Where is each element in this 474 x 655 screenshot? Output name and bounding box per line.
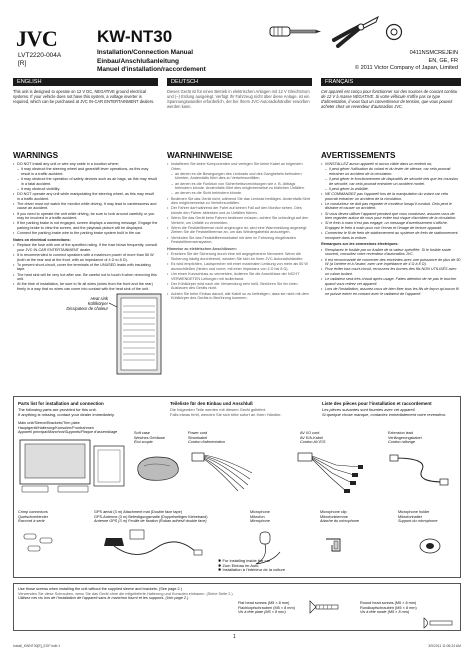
part-fr: Attache du microphone: [320, 519, 360, 524]
parts-title-en: Parts list for installation and connection: [18, 401, 104, 406]
callout-en: Heat sink: [90, 296, 108, 301]
soft-case-icon: [134, 452, 182, 486]
flat-screws-fr: Vis à tête plate (M5 × 8 mm): [238, 610, 286, 615]
crimp-connector-icon: [20, 528, 62, 558]
heat-sink-callout: [60, 296, 108, 311]
parts-sub-line: Falls etwas fehlt, wenden Sie sich bitte sofort an Ihren Händler.: [170, 412, 282, 417]
part-label-main-unit: [18, 421, 117, 435]
part-de: Weiches Gehäuse: [134, 435, 165, 440]
part-en: Microphone: [250, 510, 270, 514]
install-note-de: Zum Einbau im Auto: [222, 562, 259, 568]
note-item: • Es wird empfohlen, Lautsprecher mit einer maximalen Leistung von mehr als 50 W anzuschließen (hinten und vorne, mit einer Impedanz von 4 Ω bis 8 Ω).: [167, 262, 312, 271]
main-unit-heat-sink-illustration: [109, 288, 167, 378]
brand-logo: JVC: [16, 26, 58, 51]
flat-head-screw-icon: [308, 598, 342, 616]
part-fr: Cordon AV E/S: [300, 440, 326, 445]
callout-de: Kühlkörper: [87, 301, 108, 306]
doc-number-line: LVT2220-004A: [18, 52, 62, 59]
part-en: Crimp connectors: [18, 510, 48, 514]
warning-item: – il peut gêner le fonctionnement de dispositifs de sécurité tels que les coussins de sécurité, car cela pourrait entraîner un accident mortel.: [321, 177, 461, 186]
warning-item: • If the parking brake is not engaged, screen displays a warning message. Engage the parking brake to view the screen, and the playback picture will be displayed.: [13, 221, 158, 230]
header-languages: EN, GE, FR: [428, 57, 458, 64]
part-fr: Appareil principal/Manchon/Supports/Plaque d'assemblage: [18, 430, 118, 435]
parts-sub-line: Les pièces suivantes sont fournies avec cet appareil.: [322, 407, 416, 412]
star-icon: ✱: [218, 567, 223, 573]
doc-number-line: [R]: [18, 60, 27, 67]
part-label-gps-aerial: [94, 510, 224, 524]
part-fr: Antenne GPS (3 m) Feuille de fixation (Ruban adhésif double face): [94, 519, 207, 524]
model-name: KW-NT30: [97, 27, 173, 46]
power-cord-icon: [188, 449, 254, 493]
note-item: • Achten Sie beim Einbau darauf, alle Kabel so zu befestigen, dass sie nicht mit dem Kühlkörper des Geräts in Berührung kommen.: [167, 292, 312, 301]
part-de: Mikrofonklemme: [320, 514, 348, 519]
tape-icon: [385, 23, 403, 41]
parts-sub-line: The following parts are provided for this unit.: [18, 407, 97, 412]
flat-screws-de: Flachkopfschrauben (M5 × 8 mm): [238, 605, 295, 610]
warning-item: – it may obstruct the operation of safety devices such as air bags, as this may result in a fatal accident.: [13, 177, 158, 186]
part-label-microphone-clip: [320, 510, 359, 524]
warnings-column-fr: [321, 162, 461, 297]
warning-item: • Si vous devez utiliser l'appareil pendant que vous conduisez, assurez-vous de bien regarder autour de vous pour éviter tout risque d'accident de la circulation.: [321, 212, 461, 221]
note-item: • At the time of installation, be sure to fix all wires (wires from the front and the rear) firmly in a way that no wires can come into contact with the heat sink of the unit.: [13, 282, 158, 291]
part-en: Soft case: [134, 431, 150, 435]
warning-item: • Connectez le fil de frein de stationnement au système de frein de stationnement incorporé dans la voiture.: [321, 231, 461, 240]
note-item: • Lors de l'installation, assurez-vous de bien fixer tous les fils de façon qu'aucun fil ne puisse entrer en contact avec le radiateur de l'appareil.: [321, 287, 461, 296]
part-de: GPS-Antenne (3 m) Befestigungsmatte (Doppelseitiges Klebeband): [94, 514, 208, 519]
warning-item: – it may obstruct visibility.: [13, 187, 158, 192]
av-cord-icon: [294, 449, 364, 495]
warning-item: • NE COMMANDEZ pas l'appareil lors de la manipulation du volant car cela pourrait entraîner un accident de la circulation.: [321, 192, 461, 201]
star-icon: ✱: [218, 562, 223, 568]
intro-de: Dieses Gerät ist für einen Betrieb in elektrischen Anlagen mit 12 V Gleichstrom und (–) Erdung ausgelegt. Verfügt Ihr Fahrzeug nicht über diese Anlage, ist ein Spannungswandler erforderlich, der bei Ihrem JVC-Autoradiohändler erworben werden kann.: [167, 89, 310, 110]
copyright: © 2011 Victor Company of Japan, Limited: [354, 65, 458, 71]
star-icon: ✱: [218, 558, 223, 563]
part-de: Quetschverbinder: [18, 514, 48, 519]
part-en: GPS aerial (3 m) Attachment mat (Double face tape): [94, 510, 182, 514]
flat-head-screws-label: [238, 601, 295, 615]
note-item: • The heat sink will be very hot after use. Be careful not to touch it when removing this unit.: [13, 273, 158, 282]
install-note-en: For installing inside the car: [222, 558, 271, 563]
notes-title-de: Hinweise zu elektrischen Anschlüssen:: [167, 246, 237, 251]
note-item: • Um einen Kurzschluss zu vermeiden, isolieren Sie die Anschlüsse der NICHT VERWENDETEN Leitungen mit Isolierband.: [167, 272, 312, 281]
lang-bar-deutsch: DEUTSCH: [167, 78, 312, 86]
round-head-screw-icon: [422, 616, 456, 630]
part-de: Mikrofonhalter: [398, 514, 423, 519]
microphone-holder-icon: [418, 536, 442, 556]
part-de: Hauptgerät/Halterung/Konsolen/Frontrahmen: [18, 425, 94, 430]
part-en: Extension lead: [388, 431, 413, 435]
note-item: • It is recommended to connect speakers with a maximum power of more than 50 W (both at the rear and at the front, with an impedance of 4 Ω to 8 Ω).: [13, 253, 158, 262]
part-de: Verlängerungskabel: [388, 435, 422, 440]
screws-line-en: Use those screws when installing the unit without the supplied sleeve and brackets. (See page 2.): [18, 587, 182, 591]
round-screws-fr: Vis à tête ronde (M5 × 8 mm): [360, 610, 410, 615]
intro-fr: Cet appareil est conçu pour fonctionner sur des sources de courant continu de 12 V à masse NÉGATIVE. Si votre véhicule n'offre pas ce type d'alimentation, il vous faut un convertisseur de tension, que vous pouvez acheter chez un revendeur d'autoradios JVC.: [321, 89, 458, 110]
pliers-icon: [330, 14, 382, 48]
part-label-soft-case: [134, 431, 165, 445]
part-label-microphone-holder: [398, 510, 437, 524]
part-en: Microphone holder: [398, 510, 430, 514]
parts-title-fr: Liste des pièces pour l'installation et raccordement: [322, 401, 432, 406]
title-de: Einbau/Anschlußanleitung: [97, 57, 179, 65]
screws-line-de: Verwenden Sie diese Schrauben, wenn Sie das Gerät ohne die mitgelieferte Halterung und Konsolen einbauen. (Siehe Seite 2.): [18, 591, 233, 596]
callout-fr: Dissipateur de chaleur: [66, 306, 108, 311]
extension-lead-icon: [388, 452, 450, 488]
warning-item: • DO NOT operate any unit while manipulating the steering wheel, as this may result in a traffic accident.: [13, 192, 158, 201]
parts-sub-line: Die folgenden Teile werden mit diesem Gerät geliefert.: [170, 407, 267, 412]
footer-filename: Install_KWNT30[E]_EGF.indb 1: [13, 644, 61, 648]
note-item: • Le radiateur sera très chaud après usage. Faites attention de ne pas le toucher quand vous retirez cet appareil.: [321, 277, 461, 286]
warning-item: – il peut gêner l'utilisation du volant et du levier de vitesse, car cela pourrait entraîner un accident de la circulation.: [321, 167, 461, 176]
part-de: Mikrofon: [250, 514, 265, 519]
warning-item: • The driver must not watch the monitor while driving. It may lead to carelessness and cause an accident.: [13, 202, 158, 211]
microphone-clip-icon: [322, 533, 346, 557]
part-en: AV I/O cord: [300, 431, 320, 435]
note-item: • Pour éviter tout court-circuit, recouvrez les bornes des fils NON UTILISÉS avec un ruban isolant.: [321, 267, 461, 276]
warning-item: • Verbinden Sie das Feststellbremsekabel mit dem im Fahrzeug eingebauten Feststellbremsensystem.: [167, 236, 312, 245]
parts-sub-fr: [322, 407, 446, 417]
warning-item: • Si le frein à main n'est pas engagé, un message d'avertissement s'affiche. Engagez le frein à main pour voir l'écran et l'image de lecture apparaît.: [321, 221, 461, 230]
part-de: Stromkabel: [188, 435, 208, 440]
warning-item: – an denen es die Bewegungen des Lenkrads und des Ganghebels behindern könnten, Andernfalls führt dies zu Verkehrsunfällen.: [167, 172, 312, 181]
warning-item: • If you need to operate the unit while driving, be sure to look around carefully or you may be involved in a traffic accident.: [13, 212, 158, 221]
parts-sub-line: If anything is missing, contact your dealer immediately.: [18, 412, 115, 417]
warning-item: – il peut gêner la visibilité.: [321, 187, 461, 192]
part-fr: Microphone: [250, 519, 270, 524]
screwdriver-icon: [268, 21, 322, 43]
install-note-fr: Installation à l'intérieur de la voiture: [222, 567, 286, 573]
round-screws-de: Rundkopfschrauben (M5 × 8 mm): [360, 605, 417, 610]
note-item: • Der Kühlkörper wird nach der Verwendung sehr heiß. Berühren Sie ihn beim Ausbauen des Geräts nicht.: [167, 282, 312, 291]
part-en: Microphone clip: [320, 510, 347, 514]
main-unit-icon: [18, 436, 130, 496]
part-label-microphone: [250, 510, 270, 524]
note-item: • Il est recommandé de connecter des enceintes avec une puissance de plus de 50 W (à l'arrière et à l'avant, avec une impédance de 4 Ω à 8 Ω).: [321, 258, 461, 267]
part-en: Power cord: [188, 431, 208, 435]
round-head-screws-label: [360, 601, 417, 615]
warnings-column-en: [13, 162, 158, 292]
warnings-title-fr: AVERTISSEMENTS: [321, 151, 396, 160]
part-fr: Support du microphone: [398, 519, 438, 524]
round-screws-en: Round head screws (M5 × 8 mm): [360, 601, 417, 605]
warning-item: • Wenn Sie das Gerät beim Fahren bedienen müssen, achten Sie unbedingt auf den Verkehr, um Unfälle zu vermeiden.: [167, 216, 312, 225]
part-label-extension-lead: [388, 431, 422, 445]
note-item: • Remplacez le fusible par un fusible de la valeur spécifiée. Si le fusible saute souvent, consultez votre revendeur d'autoradios JVC.: [321, 248, 461, 257]
warnings-title-de: WARNHINWEISE: [167, 151, 233, 160]
gps-aerial-icon: [96, 528, 216, 564]
notes-title-fr: Remarques sur les connexions électriques:: [321, 242, 399, 247]
intro-en: This unit is designed to operate on 12 V DC, NEGATIVE ground electrical systems. If your vehicle does not have this system, a voltage inverter is required, which can be purchased at JVC IN-CAR ENTERTAINMENT dealers.: [13, 89, 155, 105]
parts-sub-line: Si quelque chose manque, contactez immédiatement votre revendeur.: [322, 412, 447, 417]
note-item: • Ersetzen Sie die Sicherung durch eine mit angegebenem Nennwert. Wenn die Sicherung häufig durchbrennt, wenden Sie sich an Ihren JVC-Autoradiohändler.: [167, 252, 312, 261]
parts-sub-en: [18, 407, 115, 417]
warning-item: – an denen es die Sicht behindern könnte.: [167, 191, 312, 196]
part-label-av-cord: [300, 431, 325, 445]
warning-item: • Connect the parking brake wire to the parking brake system built in the car.: [13, 231, 158, 236]
title-en: Installation/Connection Manual: [97, 49, 194, 56]
warning-item: • Le conducteur ne doit pas regarder le moniteur lorsqu'il conduit. Cela peut le distraire et causer un accident.: [321, 202, 461, 211]
notes-title-en: Notes on electrical connections:: [13, 237, 71, 242]
install-note-line: [218, 568, 285, 573]
part-fr: Raccord à sertir: [18, 519, 45, 524]
part-en: Main unit/Sleeve/Brackets/Trim plate: [18, 421, 80, 425]
part-de: AV E/A-Kabel: [300, 435, 323, 440]
doc-number: [18, 52, 61, 68]
lang-bar-francais: FRANÇAIS: [321, 78, 461, 86]
parts-title-de: Teileliste für den Einbau und Anschluß: [170, 401, 253, 406]
flat-screws-en: Flat head screws (M5 × 8 mm): [238, 601, 290, 605]
lang-bar-english: ENGLISH: [13, 78, 158, 86]
part-label-crimp-connectors: [18, 510, 48, 524]
page-number: 1: [233, 634, 236, 640]
warning-item: – an denen es die Funktion von Sicherheitsvorrichtungen wie z. B. Airbags behindern könnte. Andernfalls führt dies möglicherweise zu tödlichen Unfällen.: [167, 182, 312, 191]
screws-instructions: [18, 587, 233, 601]
warning-item: • N'INSTALLEZ aucun appareil ni aucun câble dans un endroit où;: [321, 162, 461, 167]
warning-item: • Der Fahrer darf während der Fahrt auf keinen Fall auf den Monitor sehen. Dies könnte den Fahrer ablenken und zu Unfällen führen.: [167, 206, 312, 215]
header-right-info: [355, 50, 458, 73]
warnings-title-en: WARNINGS: [13, 151, 59, 160]
part-fr: Cordon rallonge: [388, 440, 416, 445]
part-label-power-cord: [188, 431, 225, 445]
warning-item: • Bedienen Sie das Gerät nicht, während Sie das Lenkrad betätigen. Andernfalls führt dies möglicherweise zu Verkehrsunfällen.: [167, 197, 312, 206]
part-fr: Étui souple: [134, 440, 153, 445]
warning-item: • Wenn die Feststellbremse nicht angezogen ist, wird eine Warnmeldung angezeigt. Ziehen Sie die Feststellbremse an, um das Wiedergabebild anzuzeigen.: [167, 226, 312, 235]
manual-titles: [97, 49, 206, 75]
warnings-column-de: [167, 162, 312, 301]
warning-item: • DO NOT install any unit or wire any cable in a location where;: [13, 162, 158, 167]
footer-timestamp: 3/9/2011 11:06:24 AM: [428, 644, 461, 648]
warning-item: • Installieren Sie keine Komponenten und verlegen Sie keine Kabel an folgenden Orten:: [167, 162, 312, 171]
title-fr: Manuel d'installation/raccordement: [97, 66, 206, 74]
note-item: • To prevent short-circuit, cover the terminals of the UNUSED leads with insulating tape.: [13, 263, 158, 272]
note-item: • Replace the fuse with one of the specified rating. If the fuse blows frequently, consult your JVC IN-CAR ENTERTAINMENT dealer.: [13, 243, 158, 252]
parts-sub-de: [170, 407, 282, 417]
screws-line-fr: Utilisez ces vis lors de l'installation de l'appareil sans le manchon fourni et les supports. (Voir page 2.): [18, 596, 189, 601]
header-code: 0411NSMCREJEIN: [409, 50, 458, 56]
install-note: [218, 559, 285, 573]
part-fr: Cordon d'alimentation: [188, 440, 225, 445]
warning-item: – it may obstruct the steering wheel and gearshift lever operations, as this may result in a traffic accident.: [13, 167, 158, 176]
